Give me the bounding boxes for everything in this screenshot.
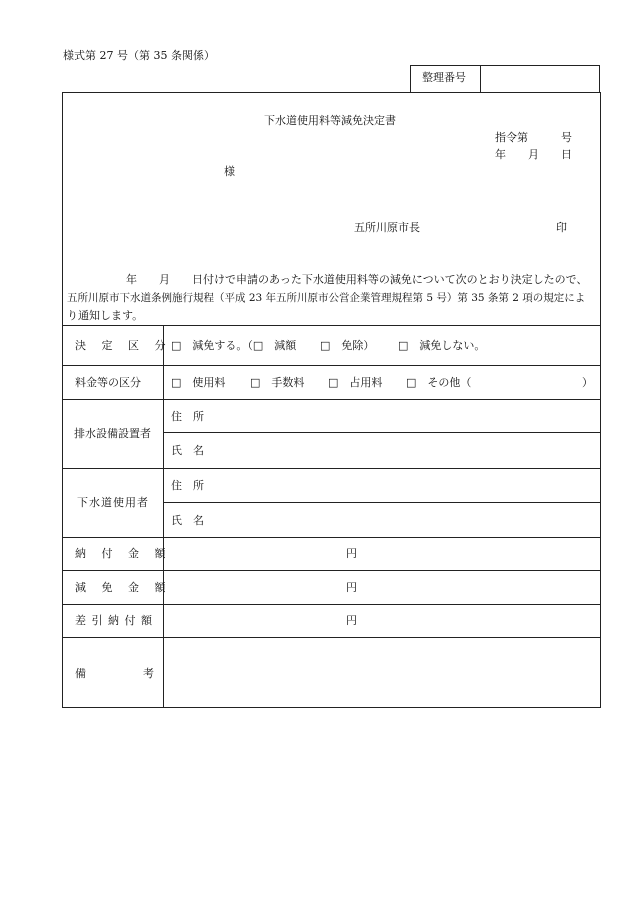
haisui-address-label: 住 所 [171,410,204,423]
issue-date: 年 月 日 [495,148,572,161]
sashihiki-label: 差 引 納 付 額 [75,614,153,627]
kettei-option-menjo[interactable]: □ 免除） [320,339,375,352]
form-number: 様式第 27 号（第 35 条関係） [63,49,215,62]
issuer-name: 五所川原市長 [354,221,420,234]
haisui-name-label: 氏 名 [171,444,204,457]
ryokin-option-close: ） [582,376,593,389]
ryokin-option-senyoryo[interactable]: □ 占用料 [328,376,383,389]
kettei-option-genmen[interactable]: □ 減免する。（□ 減額 [171,339,297,352]
gesuido-name-label: 氏 名 [171,514,204,527]
ryokin-option-tesuryo[interactable]: □ 手数料 [250,376,305,389]
sashihiki-unit: 円 [346,614,357,627]
body-line-2: 五所川原市下水道条例施行規程（平成 23 年五所川原市公営企業管理規程第 5 号）第 35 条第 2 項の規定によ [67,292,586,304]
kettei-label: 決 定 区 分 [75,339,172,352]
nofu-unit: 円 [346,547,357,560]
doc-title: 下水道使用料等減免決定書 [264,114,396,127]
genmen-label: 減 免 金 額 [75,581,172,594]
gesuido-address-label: 住 所 [171,479,204,492]
shirei-number: 指令第 号 [495,131,572,144]
biko-label-right: 考 [143,667,154,680]
ryokin-option-sonota[interactable]: □ その他（ [406,376,472,389]
genmen-unit: 円 [346,581,357,594]
kettei-option-nashi[interactable]: □ 減免しない。 [398,339,486,352]
body-line-1: 年 月 日付けで申請のあった下水道使用料等の減免について次のとおり決定したので、 [126,273,588,286]
nofu-label: 納 付 金 額 [75,547,172,560]
body-line-3: り通知します。 [67,309,144,322]
ryokin-option-shiyoryo[interactable]: □ 使用料 [171,376,226,389]
ryokin-label: 料金等の区分 [75,376,141,389]
gesuido-label: 下水道使用者 [77,496,149,509]
haisui-label: 排水設備設置者 [74,427,151,440]
recipient-suffix: 様 [224,165,235,178]
seiri-label: 整理番号 [422,71,466,84]
seal-mark: 印 [556,221,567,234]
biko-label-left: 備 [75,667,86,680]
